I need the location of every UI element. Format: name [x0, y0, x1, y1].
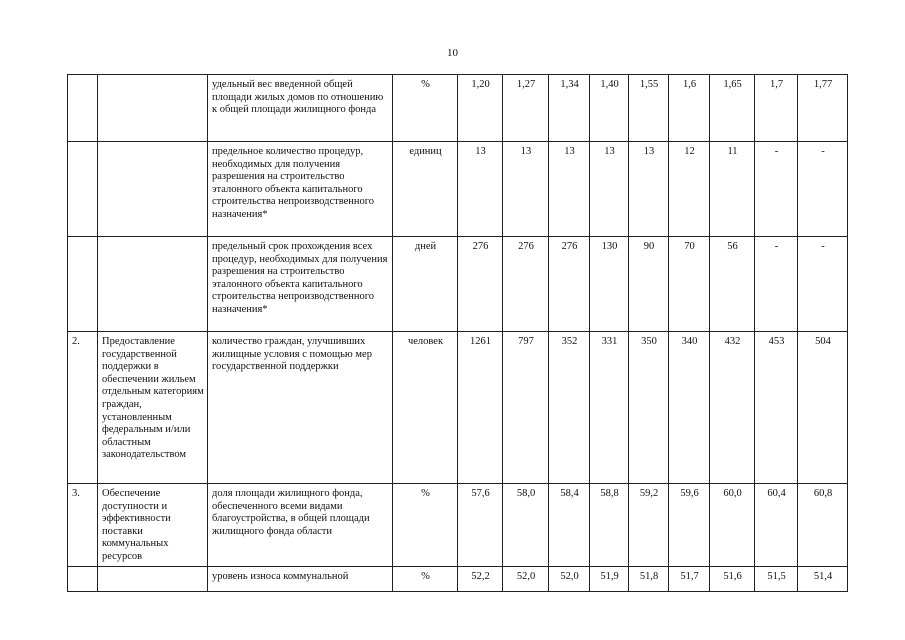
- value-cell: 59,6: [669, 484, 710, 567]
- value-cell: 59,2: [629, 484, 669, 567]
- value-cell: 1,77: [798, 75, 848, 142]
- value-cell: 276: [458, 237, 503, 332]
- value-cell: 60,8: [798, 484, 848, 567]
- activity-cell: Обеспечение доступности и эффективности поставки коммунальных ресурсов: [98, 484, 208, 567]
- unit-cell: дней: [393, 237, 458, 332]
- row-number-cell: 2.: [68, 332, 98, 484]
- unit-cell: единиц: [393, 142, 458, 237]
- indicator-cell: удельный вес введенной общей площади жилых домов по отношению к общей площади жилищного фонда: [208, 75, 393, 142]
- value-cell: 1,20: [458, 75, 503, 142]
- value-cell: 12: [669, 142, 710, 237]
- unit-cell: %: [393, 566, 458, 591]
- value-cell: 70: [669, 237, 710, 332]
- value-cell: -: [798, 142, 848, 237]
- value-cell: 13: [458, 142, 503, 237]
- value-cell: 797: [503, 332, 549, 484]
- value-cell: 1261: [458, 332, 503, 484]
- value-cell: 90: [629, 237, 669, 332]
- value-cell: 56: [710, 237, 755, 332]
- value-cell: 51,5: [755, 566, 798, 591]
- table-row: [68, 484, 848, 567]
- indicator-cell: уровень износа коммунальной: [208, 566, 393, 591]
- page-number: 10: [447, 47, 458, 59]
- value-cell: 57,6: [458, 484, 503, 567]
- unit-cell: человек: [393, 332, 458, 484]
- value-cell: 11: [710, 142, 755, 237]
- activity-cell: [98, 142, 208, 237]
- indicator-cell: количество граждан, улучшивших жилищные условия с помощью мер государственной поддержки: [208, 332, 393, 484]
- row-number-cell: [68, 566, 98, 591]
- value-cell: 13: [549, 142, 590, 237]
- row-number-cell: [68, 142, 98, 237]
- value-cell: -: [755, 237, 798, 332]
- value-cell: 58,8: [590, 484, 629, 567]
- value-cell: 453: [755, 332, 798, 484]
- value-cell: 51,9: [590, 566, 629, 591]
- activity-cell: [98, 75, 208, 142]
- value-cell: 51,8: [629, 566, 669, 591]
- value-cell: -: [798, 237, 848, 332]
- value-cell: 58,0: [503, 484, 549, 567]
- value-cell: 331: [590, 332, 629, 484]
- value-cell: 340: [669, 332, 710, 484]
- value-cell: 52,0: [549, 566, 590, 591]
- value-cell: 1,27: [503, 75, 549, 142]
- value-cell: 1,7: [755, 75, 798, 142]
- activity-cell: Предоставление государственной поддержки в обеспечении жильем отдельным категориям граждан, установленным федеральным и/или областным законодательством: [98, 332, 208, 484]
- value-cell: 13: [590, 142, 629, 237]
- value-cell: 276: [549, 237, 590, 332]
- value-cell: 51,6: [710, 566, 755, 591]
- value-cell: 352: [549, 332, 590, 484]
- value-cell: 504: [798, 332, 848, 484]
- value-cell: -: [755, 142, 798, 237]
- value-cell: 350: [629, 332, 669, 484]
- activity-cell: [98, 566, 208, 591]
- table-row: [68, 237, 848, 332]
- unit-cell: %: [393, 484, 458, 567]
- table-row: [68, 75, 848, 142]
- value-cell: 58,4: [549, 484, 590, 567]
- value-cell: 13: [629, 142, 669, 237]
- value-cell: 60,0: [710, 484, 755, 567]
- indicator-cell: доля площади жилищного фонда, обеспеченного всеми видами благоустройства, в общей площади жилищного фонда области: [208, 484, 393, 567]
- table-row: [68, 332, 848, 484]
- value-cell: 276: [503, 237, 549, 332]
- value-cell: 13: [503, 142, 549, 237]
- row-number-cell: 3.: [68, 484, 98, 567]
- indicators-table: [67, 74, 848, 592]
- value-cell: 130: [590, 237, 629, 332]
- value-cell: 432: [710, 332, 755, 484]
- value-cell: 1,40: [590, 75, 629, 142]
- indicator-cell: предельный срок прохождения всех процедур, необходимых для получения разрешения на строительство эталонного объекта капитального строительства непроизводственного назначения*: [208, 237, 393, 332]
- value-cell: 1,55: [629, 75, 669, 142]
- value-cell: 1,6: [669, 75, 710, 142]
- value-cell: 51,7: [669, 566, 710, 591]
- row-number-cell: [68, 237, 98, 332]
- table-row: [68, 566, 848, 591]
- value-cell: 52,0: [503, 566, 549, 591]
- value-cell: 51,4: [798, 566, 848, 591]
- table-row: [68, 142, 848, 237]
- activity-cell: [98, 237, 208, 332]
- unit-cell: %: [393, 75, 458, 142]
- value-cell: 60,4: [755, 484, 798, 567]
- value-cell: 52,2: [458, 566, 503, 591]
- value-cell: 1,34: [549, 75, 590, 142]
- indicator-cell: предельное количество процедур, необходимых для получения разрешения на строительство эталонного объекта капитального строительства непроизводственного назначения*: [208, 142, 393, 237]
- value-cell: 1,65: [710, 75, 755, 142]
- row-number-cell: [68, 75, 98, 142]
